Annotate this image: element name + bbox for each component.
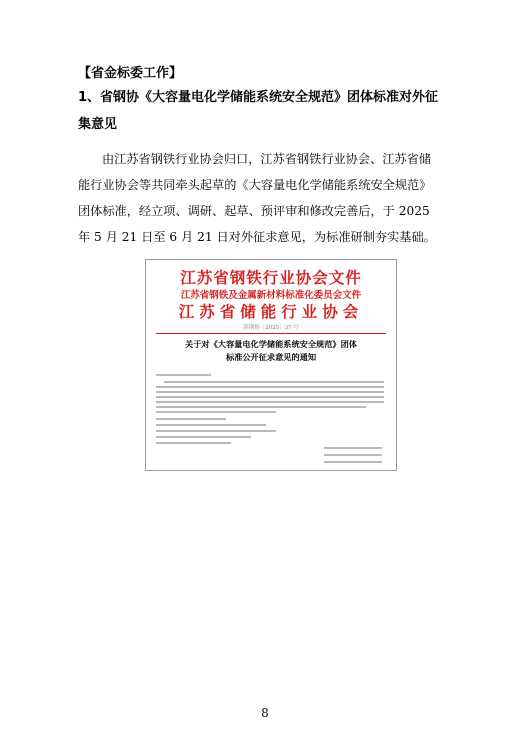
section-title: 【省金标委工作】 [78,66,183,81]
page-number: 8 [261,706,269,720]
article-heading [78,84,458,138]
notice-red-rule [156,333,386,334]
paragraph-line-1: 由江苏省钢铁行业协会归口，江苏省钢铁行业协会、江苏省储 [102,152,432,166]
body-paragraph [78,146,458,250]
paragraph-line-2: 能行业协会等共同牵头起草的《大容量电化学储能系统安全规范》 [78,178,432,192]
notice-doc-number: 苏钢协〔2025〕37 号 [243,325,299,331]
notice-header-line-3: 江苏省储能行业协会 [178,302,364,321]
notice-header-line-1: 江苏省钢铁行业协会文件 [180,268,362,287]
notice-document-image [145,259,397,471]
heading-line-2: 集意见 [78,117,118,132]
heading-line-1: 1、省钢协《大容量电化学储能系统安全规范》团体标准对外征 [78,90,439,105]
notice-header-line-2: 江苏省钢铁及金属新材料标准化委员会文件 [180,290,362,301]
notice-title-line-1: 关于对《大容量电化学储能系统安全规范》团体 [185,339,357,349]
notice-title-line-2: 标准公开征求意见的通知 [225,352,317,362]
paragraph-line-4: 年 5 月 21 日至 6 月 21 日对外征求意见，为标准研制夯实基础。 [78,230,436,244]
paragraph-line-3: 团体标准，经立项、调研、起草、预评审和修改完善后，于 2025 [78,204,430,218]
